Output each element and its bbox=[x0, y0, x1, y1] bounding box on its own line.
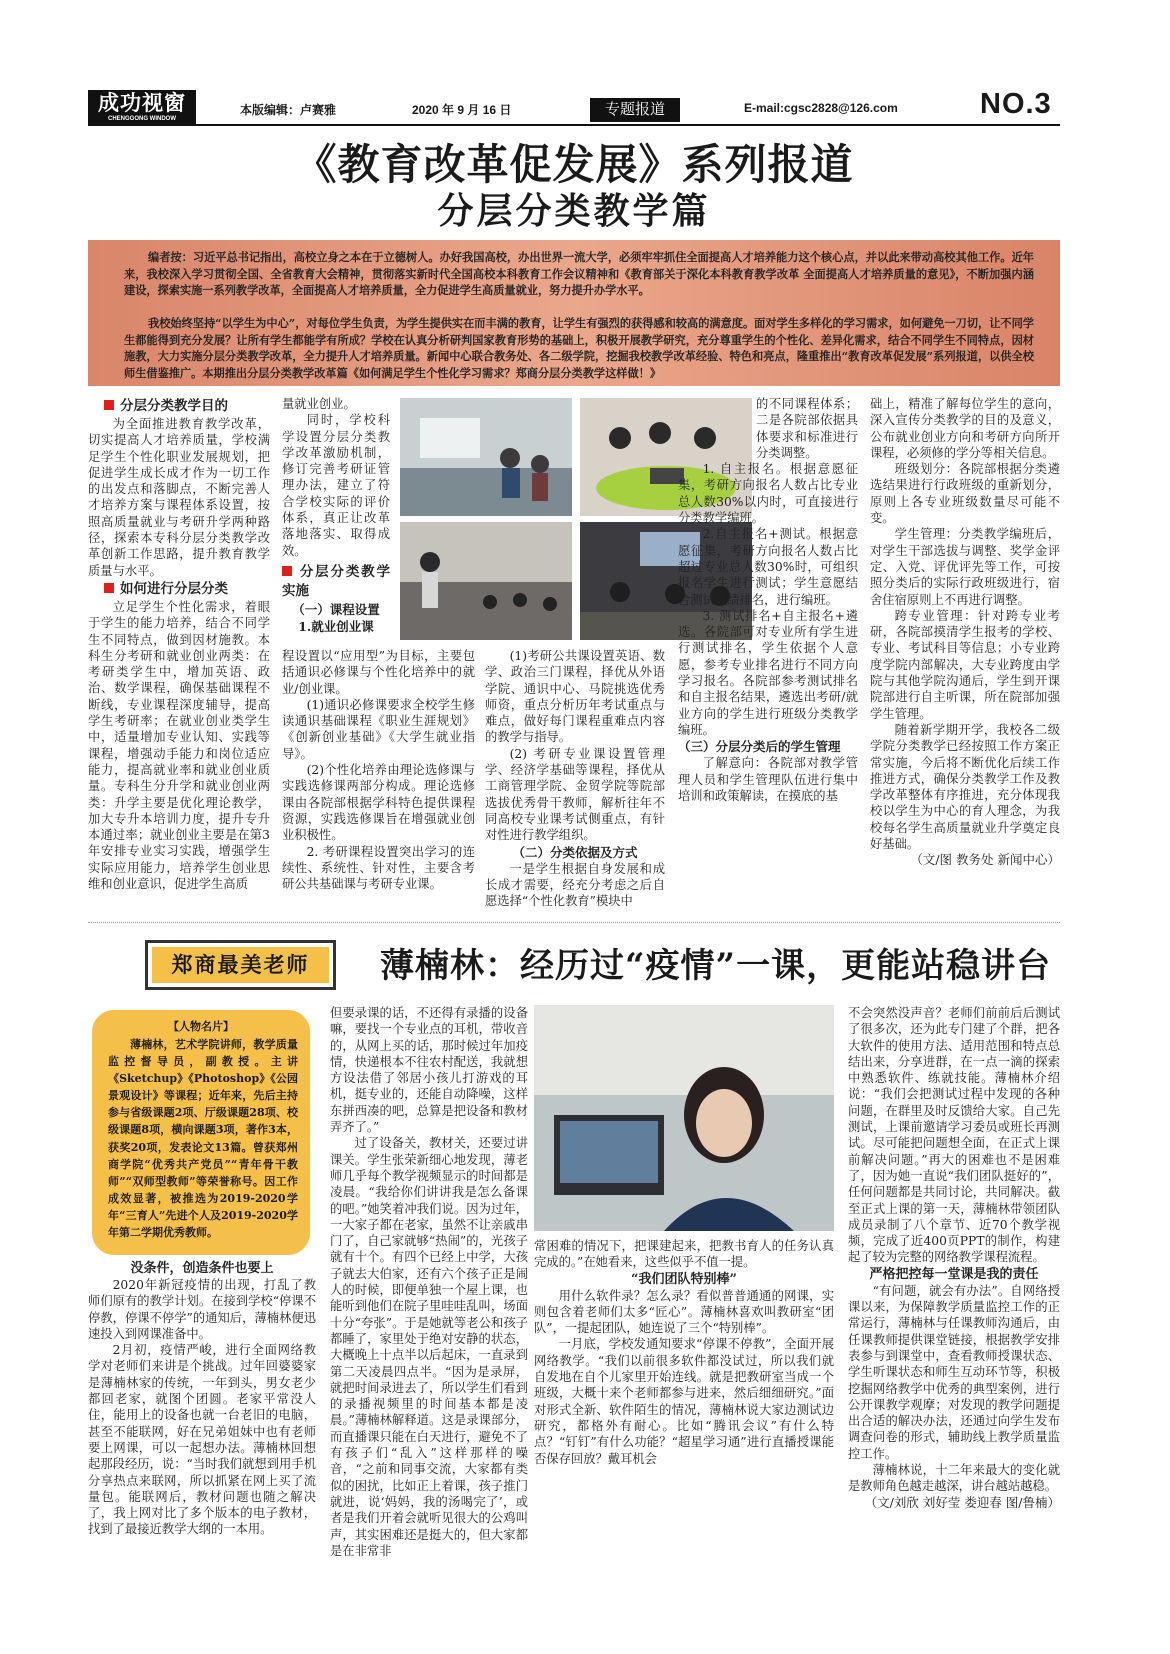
red-square-icon bbox=[104, 400, 114, 410]
editor-note-paragraph: 我校始终坚持“以学生为中心”，对每位学生负责，为学生提供实在而丰满的教育，让学生有强烈的获得感和较高的满意度。面对学生多样化的学习需求，如何避免一刀切，让不同学生都能得到充分发展？让所有学生都能学有所成？学校在认真分析研判国家教育形势的基础上，积极开展教学研究，充分尊重学生的个性化、差异化需求，结合不同学生不同特点，因材施教，大力实施分层分类教学改革，全力提升人才培养质量。新闻中心联合教务处、各二级学院，挖掘我校教学改革经验、特色和亮点，隆重推出“教育改革促发展”系列报道，以供全校师生借鉴推广。本期推出分层分类教学改革篇《如何满足学生个性化学习需求？郑商分层分类教学这样做！》 bbox=[124, 316, 1034, 380]
subheading: “我们团队特别棒” bbox=[631, 1271, 737, 1287]
story-column-1 bbox=[88, 1260, 316, 1538]
profile-text: 薄楠林，艺术学院讲师，教学质量监控督导员，副教授。主讲《Sketchup》《Photoshop》《公园景观设计》等课程；近年来，先后主持参与省级课题2项、厅级课题28项、校级课题8项，横向课题3项，著作3本，获奖20项，发表论文13篇。曾获郑州商学院“优秀共产党员”“青年骨干教师”“双师型教师”等荣誉称号。因工作成效显著，被推选为2019-2020学年“三育人”先进个人及2019-2020学年第二学期优秀教师。 bbox=[108, 1038, 298, 1240]
section-tag: 专题报道 bbox=[590, 98, 680, 122]
masthead-logo bbox=[88, 90, 196, 124]
paragraph: 量就业创业。 bbox=[282, 397, 356, 411]
teacher-photo-art bbox=[534, 1005, 834, 1231]
feature-column-3 bbox=[485, 648, 665, 909]
paragraph: 一是学生根据自身发展和成长成才需要，经充分考虑之后自愿选择“个性化教育”模块中 bbox=[485, 861, 665, 909]
feature-column-2 bbox=[282, 396, 390, 635]
paragraph: 了解意向：各院部对教学管理人员和学生管理队伍进行集中培训和政策解读，在摸底的基 bbox=[678, 756, 858, 803]
feature-title: 《教育改革促发展》系列报道 bbox=[294, 140, 854, 189]
section-heading: 分层分类教学目的 bbox=[104, 396, 270, 416]
paragraph: (1)通识必修课要求全校学生修读通识基础课程《职业生涯规划》《创新创业基础》《大学生就业指导》。 bbox=[282, 697, 475, 761]
feature-subtitle: 分层分类教学篇 bbox=[437, 190, 711, 232]
paragraph: “有问题，就会有办法”。自网络授课以来，为保障教学质量监控工作的正常运行，薄楠林与任课教师沟通后，由任课教师提供课堂链接，根据教学安排表参与到课堂中，查看教师授课状态、学生听课状态和师生互动环节等，积极挖掘网络教学中优秀的典型案例，进行公开课教学观摩；对发现的教学问题提出合适的解决办法，还通过向学生发布调查问卷的形式，辅助线上教学质量监控工作。 bbox=[848, 1283, 1060, 1461]
paragraph: 薄楠林说，十二年来最大的变化就是教师角色越走越深，讲台越站越稳。 bbox=[848, 1463, 1060, 1494]
logo-subtext: CHENGGONG WINDOW bbox=[108, 116, 176, 122]
subheading: 1.就业创业课 bbox=[298, 618, 374, 634]
contact-email: E-mail:cgsc2828@126.com bbox=[744, 101, 898, 115]
paragraph: 跨专业管理：针对跨专业考研，各院部摸清学生报考的学校、专业、考试科目等信息；小专业跨度学院内部解决，大专业跨度由学院与其他学院沟通后，学生到开课院部进行自主听课，所在院部加强学生管理。 bbox=[870, 608, 1060, 721]
paragraph: 程设置以“应用型”为目标，主要包括通识必修课与个性化培养中的就业/创业课。 bbox=[282, 649, 475, 696]
paragraph: (2)个性化培养由理论选修课与实践选修课两部分构成。理论选修课由各院部根据学科特色提供课程资源，实践选修课旨在增强就业创业积极性。 bbox=[282, 763, 475, 843]
subheading: 没条件，创造条件也要上 bbox=[130, 1261, 274, 1276]
paragraph: 立足学生个性化需求，着眼于学生的能力培养，结合不同学生不同特点，做到因材施教。本科生分考研和就业创业两类：在考研类学生中，增加英语、政治、数学课程，确保基础课程不断线，专业课程深度辅导，提高学生考研率；在就业创业类学生中，适量增加专业认知、实践等课程，增强动手能力和岗位适应能力，提高就业率和就业创业质量。专科生分升学和就业创业两类：升学主要是优化理论教学，加大专升本培训力度，提升专升本通过率；就业创业主要是在第3年安排专业实习实践，增强学生实际应用能力，培养学生创业思维和创业意识，促进学生高质 bbox=[88, 599, 270, 892]
issue-date: 2020 年 9 月 16 日 bbox=[412, 103, 512, 117]
meeting-photo-art bbox=[400, 398, 572, 516]
paragraph: 2020年新冠疫情的出现，打乱了教师们原有的教学计划。在接到学校“停课不停教，停课不停学”的通知后，薄楠林便迅速投入到网课准备中。 bbox=[88, 1278, 316, 1341]
section-divider bbox=[88, 922, 1060, 923]
teacher-photo bbox=[534, 1005, 834, 1231]
lecture-hall-photo bbox=[400, 522, 572, 640]
editor-note-paragraph: 编者按：习近平总书记指出，高校立身之本在于立德树人。办好我国高校，办出世界一流大学，必须牢牢抓住全面提高人才培养能力这个核心点，并以此来带动高校其他工作。近年来，我校深入学习贯彻全国、全省教育大会精神，贯彻落实新时代全国高校本科教育工作会议精神和《教育部关于深化本科教育教学改革 全面提高人才培养质量的意见》，不断加强内涵建设，探索实施一系列教学改革，全面提高人才培养质量，全力促进学生高质量就业，努力提升办学水平。 bbox=[124, 250, 1034, 297]
story-column-4 bbox=[848, 1005, 1060, 1511]
subheading: （三）分层分类后的学生管理 bbox=[678, 739, 841, 755]
paragraph: 1. 自主报名。根据意愿征集，考研方向报名人数占比专业总人数30%以内时，可直接进行分类教学编班。 bbox=[678, 462, 858, 526]
paragraph: 随着新学期开学，我校各二级学院分类教学已经按照工作方案正常实施，今后将不断优化后续工作推进方式，确保分类教学工作及教学改革整体有序推进，充分体现我校以学生为中心的育人理念，为我校每名学生高质量就业升学奠定良好基础。 bbox=[870, 722, 1060, 852]
editor-note-box bbox=[88, 240, 1060, 386]
page-editor: 本版编辑：卢赛雅 bbox=[240, 103, 337, 117]
paragraph: 础上，精准了解每位学生的意向，深入宣传分类教学的目的及意义，公布就业创业方向和考研方向所开课程，必须修的学分等相关信息。 bbox=[870, 397, 1060, 460]
subheading: （一）课程设置 bbox=[292, 601, 380, 617]
paragraph: 2.自主报名+测试。根据意愿征集，考研方向报名人数占比超过专业总人数30%时，可组织报名学生进行测试；学生意愿结合测试成绩排名，进行编班。 bbox=[678, 527, 858, 607]
subheading: （二）分类依据及方式 bbox=[512, 844, 638, 860]
red-square-icon bbox=[104, 583, 114, 593]
masthead-rule bbox=[88, 124, 1060, 126]
feature-column-4 bbox=[678, 396, 858, 804]
paragraph: 3. 测试排名+自主报名+遴选。各院部可对专业所有学生进行测试排名，学生依据个人意愿，参考专业排名进行不同方向学习报名。各院部参考测试排名和自主报名结果，遴选出考研/就业方向的学生进行班级分类教学编班。 bbox=[678, 608, 858, 737]
paragraph: 班级划分：各院部根据分类遴选结果进行行政班级的重新划分，原则上各专业班级数量尽可能不变。 bbox=[870, 462, 1060, 526]
paragraph: 2月初，疫情严峻，进行全面网络教学对老师们来讲是个挑战。过年回婆婆家是薄楠林家的传统，一年到头，男女老少都回老家，就图个团圆。老家平常没人住，能用上的设备也就一台老旧的电脑，甚至不能联网，好在兄弟姐妹中也有老师要上网课，可以一起想办法。薄楠林回想起那段经历，说：“当时我们就想到用手机分享热点来联网，所以抓紧在网上买了流量包。能联网后，教材问题也随之解决了，我上网对比了多个版本的电子教材，找到了最接近教学大纲的一本用。 bbox=[88, 1343, 316, 1537]
paragraph: 为全面推进教育教学改革，切实提高人才培养质量，学校满足学生个性化职业发展规划，把促进学生成长成才作为一切工作的出发点和落脚点，不断完善人才培养方案与课程体系设置，按照高质量就业与考研升学两种路径，探索本专科分层分类教学改革创新工作思路，提升教育教学质量与水平。 bbox=[88, 417, 270, 578]
paragraph: (2) 考研专业课设置管理学、经济学基础等课程，择优从工商管理学院、金贸学院等院部选拔优秀骨干教师，解析往年不同高校专业课考试侧重点，有针对性进行教学组织。 bbox=[485, 746, 665, 843]
story-column-2 bbox=[330, 1005, 528, 1559]
lecture-hall-photo-art bbox=[400, 522, 572, 640]
story-title: 薄楠林：经历过“疫情”一课，更能站稳讲台 bbox=[380, 946, 1052, 986]
paragraph: (1)考研公共课设置英语、数学、政治三门课程，择优从外语学院、通识中心、马院挑选优秀师资，重点分析历年考试重点与难点，做好每门课程重难点内容的教学与指导。 bbox=[485, 649, 665, 745]
paragraph: 常困难的情况下，把课建起来，把教书育人的任务认真完成的。”在她看来，这些似乎不值一提。 bbox=[534, 1239, 834, 1270]
teacher-banner-label: 郑商最美老师 bbox=[152, 947, 329, 983]
profile-heading: 【人物名片】 bbox=[168, 1020, 234, 1033]
meeting-photo bbox=[400, 398, 572, 516]
feature-column-2b bbox=[282, 648, 475, 892]
paragraph: 但要录课的话，不还得有录播的设备嘛，要找一个专业点的耳机，带收音的，从网上买的话，那时候过年加疫情，快递根本不往农村配送，我就想方设法借了邻居小孩儿打游戏的耳机，挺专业的，还能自动降噪，这样东拼西凑的吧，总算是把设备和教材弄齐了。” bbox=[330, 1006, 528, 1135]
teacher-banner bbox=[145, 940, 336, 990]
section-heading: 如何进行分层分类 bbox=[104, 579, 270, 599]
paragraph: 2. 考研课程设置突出学习的连续性、系统性、针对性，主要含考研公共基础课与考研专业课。 bbox=[282, 844, 475, 892]
logo-text: 成功视窗 bbox=[98, 90, 186, 115]
red-square-icon bbox=[282, 566, 292, 576]
paragraph: 过了设备关，教材关，还要过讲课关。学生张荣新细心地发现，薄老师几乎每个教学视频显示的时间都是凌晨。“我给你们讲讲我是怎么备课的吧。”她笑着冲我们说。因为过年，一大家子都在老家，虽然不让亲戚串门了，自己家就够“热闹”的，光孩子就有十个。有四个已经上中学，大孩子就去大伯家，还有六个孩子正是闹人的时候，即便单独一个屋上课，也能听到他们在院子里哇哇乱叫，场面十分“夸张”。于是她就等老公和孩子都睡了，家里处于绝对安静的状态，大概晚上十点半以后起床，一直录到第二天凌晨四点半。“因为是录屏，就把时间录进去了，所以学生们看到的录播视频里的时间基本都是凌晨。”薄楠林解释道。这是录课部分，而直播课只能在白天进行，避免不了有孩子们“乱入”这样那样的噪音，“之前和同事交流，大家都有类似的困扰，比如正上着课，孩子推门就进，说‘妈妈，我的汤喝完了’，或者是我们开着会就听见很大的公鸡叫声，其实困难还是挺大的，但大家都是在非常非 bbox=[330, 1136, 528, 1558]
issue-number: NO.3 bbox=[980, 88, 1052, 120]
paragraph: 一月底，学校发通知要求“停课不停教”，全面开展网络教学。“我们以前很多软件都没试过，所以我们就自发地在自个儿家里开始连线。就是把教研室当成一个班级，大概十来个老师都参与进来，然后细细研究。”面对形式全新、软件陌生的情况，薄楠林说大家边测试边研究，都格外有耐心。比如“腾讯会议”有什么特点？“钉钉”有什么功能？“超星学习通”进行直播授课能否保存回放？戴耳机会 bbox=[534, 1337, 834, 1466]
feature-column-5 bbox=[870, 396, 1060, 869]
story-column-3 bbox=[534, 1238, 834, 1467]
feature-column-1 bbox=[88, 396, 270, 892]
paragraph: 用什么软件录？怎么录？看似普普通通的网课，实则包含着老师们太多“匠心”。薄楠林喜欢叫教研室“团队”，一提起团队，她连说了三个“特别棒”。 bbox=[534, 1288, 834, 1336]
paragraph: 不会突然没声音？老师们前前后后测试了很多次，还为此专门建了个群，把各大软件的使用方法、适用范围和特点总结出来，分享进群，在一点一滴的探索中熟悉软件、练就技能。薄楠林介绍说：“我们会把测试过程中发现的各种问题，在群里及时反馈给大家。自己先测试，上课前邀请学习委员或班长再测试。尽可能把问题想全面，在正式上课前解决问题。”再大的困难也不是困难了，因为她一直说“我们团队挺好的”，任何问题都是共同讨论，共同解决。截至正式上课的第一天，薄楠林带领团队成员录制了八个章节、近70个教学视频，完成了近400页PPT的制作，构建起了较为完整的网络教学课程流程。 bbox=[848, 1006, 1060, 1265]
feature-credit: （文/图 教务处 新闻中心） bbox=[910, 852, 1060, 868]
profile-card bbox=[92, 1010, 310, 1255]
paragraph: 同时，学校科学设置分层分类教学改革激励机制，修订完善考研证管理办法，建立了符合学校实际的评价体系，真正让改革落地落实、取得成效。 bbox=[282, 413, 390, 558]
subheading: 严格把控每一堂课是我的责任 bbox=[869, 1266, 1039, 1282]
section-heading: 分层分类教学实施 bbox=[282, 563, 390, 599]
paragraph: 学生管理：分类教学编班后，对学生干部选拔与调整、奖学金评定、入党、评优评先等工作，可按照分类后的实际行政班级进行，宿舍住宿原则上不再进行调整。 bbox=[870, 527, 1060, 607]
paragraph: 的不同课程体系；二是各院部依据具体要求和标准进行分类调整。 bbox=[756, 397, 858, 460]
story-credit: （文/刘欣 刘好莹 娄迎春 图/鲁楠） bbox=[864, 1494, 1060, 1510]
